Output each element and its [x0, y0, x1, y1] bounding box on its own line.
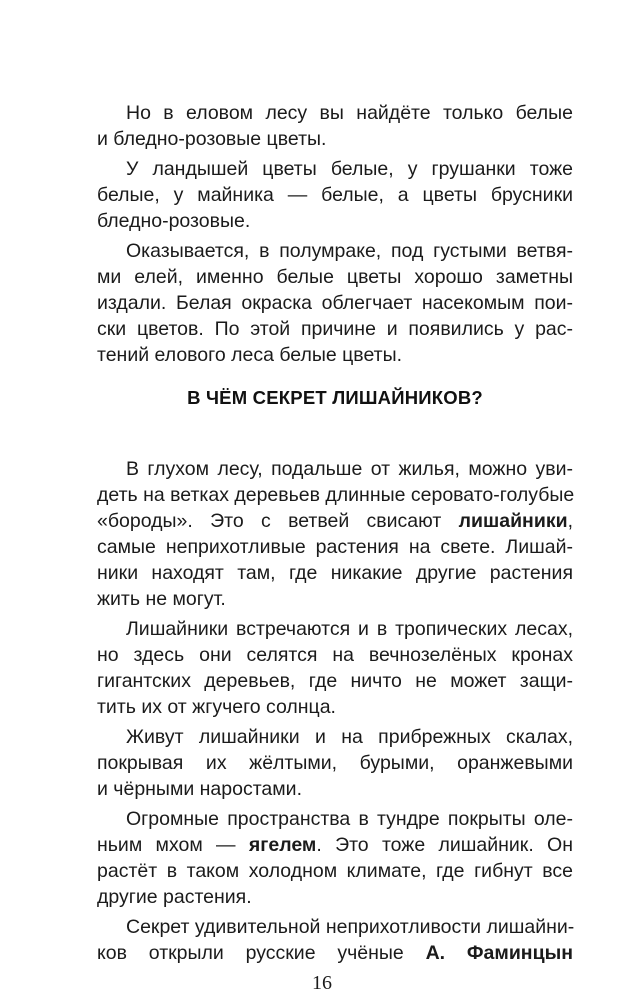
- bold-term-reindeer-moss: ягелем: [248, 834, 317, 856]
- paragraph-1-line-1: Но в еловом лесу вы найдёте только белые: [126, 102, 573, 124]
- paragraph-6-line-3: и чёрными наростами.: [97, 778, 302, 800]
- paragraph-8-line-1: Секрет удивительной неприхотливости лишайни-: [126, 916, 575, 938]
- paragraph-4-line-5: ники находят там, где никакие другие растения: [97, 562, 573, 584]
- bold-term-lichens: лишайники: [458, 510, 568, 532]
- paragraph-7-line-2-text: ньим мхом —: [97, 834, 249, 856]
- paragraph-5-line-1: Лишайники встречаются и в тропических лесах,: [126, 618, 573, 640]
- section-heading: В ЧЁМ СЕКРЕТ ЛИШАЙНИКОВ?: [187, 387, 483, 408]
- paragraph-7-line-2-rest: . Это тоже лишайник. Он: [316, 834, 573, 856]
- paragraph-2-line-1: У ландышей цветы белые, у грушанки тоже: [126, 158, 573, 180]
- paragraph-4-line-3-text: «бороды». Это с ветвей свисают: [97, 510, 459, 532]
- paragraph-6-line-2: покрывая их жёлтыми, бурыми, оранжевыми: [97, 752, 573, 774]
- paragraph-2-line-3: бледно-розовые.: [97, 210, 251, 232]
- paragraph-4-line-1: В глухом лесу, подальше от жилья, можно уви-: [126, 458, 573, 480]
- paragraph-3-line-2: ми елей, именно белые цветы хорошо заметны: [97, 266, 573, 288]
- paragraph-2-line-2: белые, у майника — белые, а цветы брусники: [97, 184, 573, 206]
- paragraph-7-line-1: Огромные пространства в тундре покрыты оле-: [126, 808, 573, 830]
- paragraph-5-line-3: гигантских деревьев, где ничто не может защи-: [97, 670, 573, 692]
- paragraph-4-line-3-comma: ,: [567, 510, 573, 532]
- paragraph-8-line-2: [97, 941, 573, 966]
- paragraph-4-line-6: жить не могут.: [97, 588, 226, 610]
- paragraph-3-line-4: ски цветов. По этой причине и появились у рас-: [97, 318, 573, 340]
- paragraph-3-line-1: Оказывается, в полумраке, под густыми ветвя-: [126, 240, 573, 262]
- paragraph-5-line-4: тить их от жгучего солнца.: [97, 696, 336, 718]
- paragraph-3-line-3: издали. Белая окраска облегчает насекомым пои-: [97, 292, 573, 314]
- page-number: 16: [312, 972, 332, 994]
- paragraph-4-line-3: [97, 509, 573, 534]
- paragraph-1-line-2: и бледно-розовые цветы.: [97, 128, 327, 150]
- paragraph-7-line-2: [97, 833, 573, 858]
- paragraph-3-line-5: тений елового леса белые цветы.: [97, 344, 403, 366]
- paragraph-4-line-2: деть на ветках деревьев длинные серовато-голубые: [97, 484, 575, 506]
- paragraph-4-line-4: самые неприхотливые растения на свете. Лишай-: [97, 536, 573, 558]
- paragraph-6-line-1: Живут лишайники и на прибрежных скалах,: [126, 726, 573, 748]
- paragraph-5-line-2: но здесь они селятся на вечнозелёных кронах: [97, 644, 573, 666]
- bold-name-faminczyn: А. Фаминцын: [425, 942, 573, 964]
- paragraph-8-line-2-text: ков открыли русские учёные: [97, 942, 426, 964]
- paragraph-7-line-3: растёт в таком холодном климате, где гибнут все: [97, 860, 573, 882]
- paragraph-7-line-4: другие растения.: [97, 886, 252, 908]
